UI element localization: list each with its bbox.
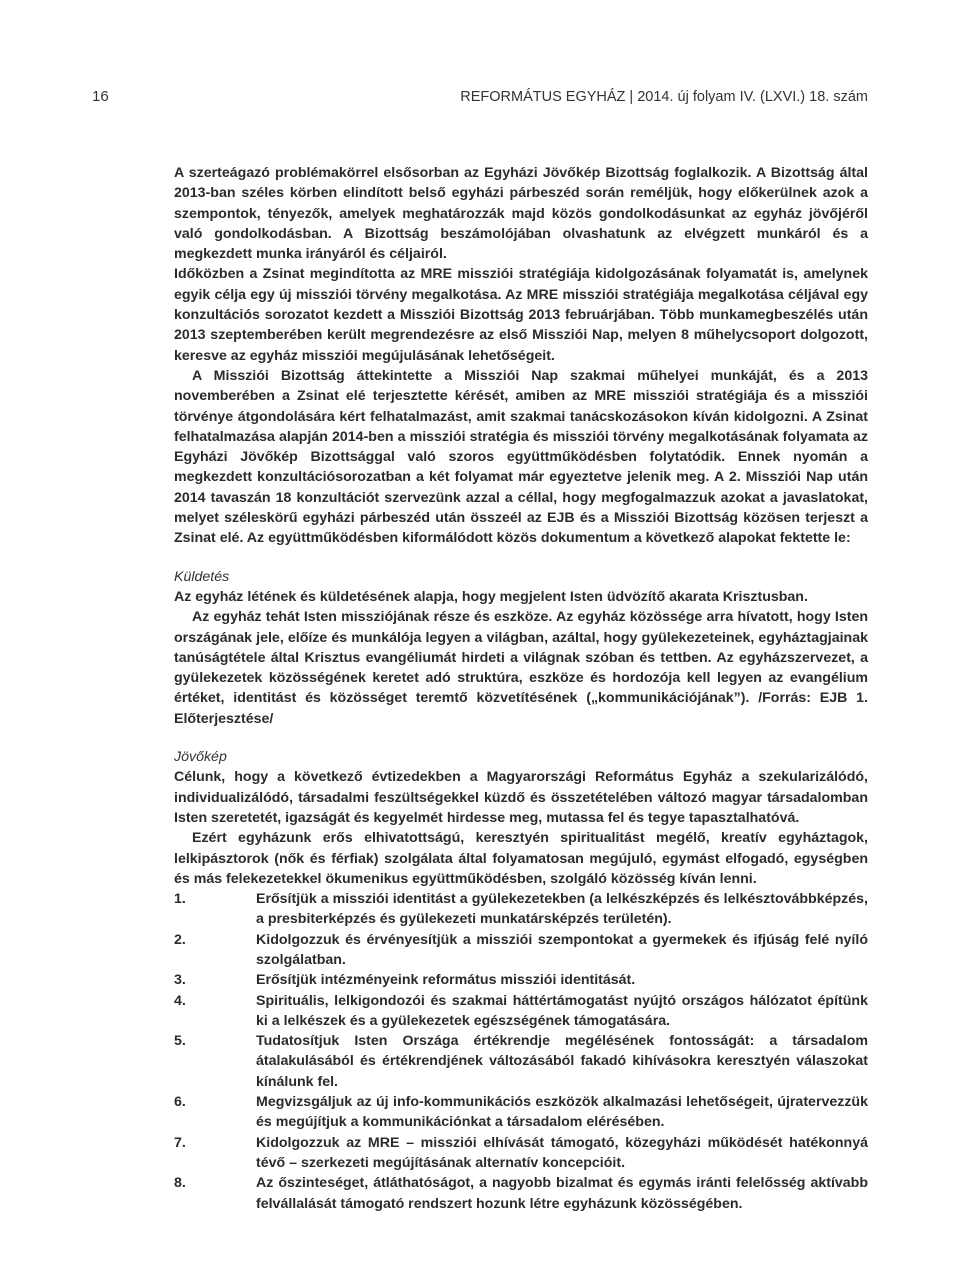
list-number: 5. bbox=[174, 1033, 186, 1050]
list-item bbox=[174, 930, 868, 971]
list-item bbox=[174, 1031, 868, 1092]
list-text: Megvizsgáljuk az új info-kommunikációs eszközök alkalmazási lehetőségeit, újratervezzük és megújítjuk a kommunikációnkat a társadalom elérésében. bbox=[256, 1094, 868, 1131]
list-item bbox=[174, 970, 868, 990]
paragraph: Időközben a Zsinat megindította az MRE missziói stratégiája kidolgozásának folyamatát is, amelynek egyik célja egy új missziói törvény megalkotása. Az MRE missziói stratégiája megalkotása céljával egy konzultációs sorozatot kezdett a Missziói Bizottság 2013 februárjában. Több munkamegbeszélés után 2013 szeptemberében került megrendezésre az első Missziói Nap, melyen 8 műhelycsoport dolgozott, keresve az egyház missziói megújulásának lehetőségeit. bbox=[174, 266, 868, 364]
list-number: 7. bbox=[174, 1134, 186, 1151]
list-number: 6. bbox=[174, 1094, 186, 1111]
section-heading-kuldetes: Küldetés bbox=[174, 568, 230, 585]
list-number: 1. bbox=[174, 891, 186, 908]
article-body bbox=[174, 163, 868, 1214]
goals-list bbox=[174, 889, 868, 1214]
paragraph: Célunk, hogy a következő évtizedekben a Magyarországi Református Egyház a szekularizálódó, individualizálódó, társadalmi feszültségekkel küzdő és összetételében változó magyar társadalomban Isten szeretetét, igazságát és kegyelmét hirdesse meg, mutassa fel és tegye tapasztalhatóvá. bbox=[174, 769, 868, 826]
list-item bbox=[174, 1092, 868, 1133]
running-header bbox=[92, 88, 868, 108]
journal-title: REFORMÁTUS EGYHÁZ | 2014. új folyam IV. (LXVI.) 18. szám bbox=[460, 89, 868, 105]
paragraph: A Missziói Bizottság áttekintette a Missziói Nap szakmai műhelyei munkáját, és a 2013 novemberében a Zsinat elé terjesztette kérését, amiben az MRE missziói stratégiája és a missziói törvénye átgondolására kért felhatalmazást, amit szakmai tanácskozásokon kíván kidolgozni. A Zsinat felhatalmazása alapján 2014-ben a missziói stratégia és missziói törvény megalkotásának folyamata az Egyházi Jövőkép Bizottsággal való szoros együttműködésben folytatódik. Ennek nyomán a megkezdett konzultációsorozatban a két folyamat már egyeztetve jelenik meg. A 2. Missziói Nap után 2014 tavaszán 18 konzultációt szervezünk azzal a céllal, hogy megfogalmazzuk azokat a javaslatokat, melyet széleskörű egyházi párbeszéd után összeél az EJB és a Missziói Bizottság közösen terjeszt a Zsinat elé. Az együttműködésben kiformálódott közös dokumentum a következő alapokat fektette le: bbox=[174, 367, 868, 547]
list-item bbox=[174, 1133, 868, 1174]
list-item bbox=[174, 1173, 868, 1214]
paragraph: A szerteágazó problémakörrel elsősorban az Egyházi Jövőkép Bizottság foglalkozik. A Bizottság által 2013-ban széles körben elindított belső egyházi párbeszéd során reméljük, hogy előkerülnek azok a szempontok, tényezők, amelyek meghatározzák majd közös gondolkodásunkat az egyház jövőjéről való gondolkodásban. A Bizottság beszámolójában olvashatunk az elvégzett munkáról és a megkezdett munka irányáról és céljairól. bbox=[174, 165, 868, 263]
list-text: Az őszinteséget, átláthatóságot, a nagyobb bizalmat és egymás iránti felelősség aktívabb felvállalását támogató rendszert hozunk létre egyházunk közösségében. bbox=[256, 1175, 868, 1212]
paragraph: Ezért egyházunk erős elhivatottságú, keresztyén spiritualitást megélő, kreatív egyháztagok, lelkipásztorok (nők és férfiak) szolgálata által folyamatosan megújuló, egymást elfogadó, egységben és más felekezetekkel ökumenikus együttműködésben, szolgáló közösség kíván lenni. bbox=[174, 830, 868, 887]
list-text: Erősítjük intézményeink református missziói identitását. bbox=[256, 972, 636, 989]
list-text: Spirituális, lelkigondozói és szakmai háttértámogatást nyújtó országos hálózatot építünk ki a lelkészek és a gyülekezetek egészségének támogatására. bbox=[256, 992, 868, 1029]
list-number: 3. bbox=[174, 972, 186, 989]
section-heading-jovokep: Jövőkép bbox=[174, 749, 227, 766]
list-text: Tudatosítjuk Isten Országa értékrendje megélésének fontosságát: a társadalom átalakulásából és értékrendjének változásából fakadó kihívásokra keresztyén válaszokat kínálunk fel. bbox=[256, 1033, 868, 1090]
paragraph: Az egyház létének és küldetésének alapja, hogy megjelent Isten üdvözítő akarata Krisztusban. bbox=[174, 588, 808, 605]
list-number: 8. bbox=[174, 1175, 186, 1192]
list-text: Kidolgozzuk és érvényesítjük a missziói szempontokat a gyermekek és ifjúság felé nyíló szolgálatban. bbox=[256, 931, 868, 968]
list-number: 2. bbox=[174, 931, 186, 948]
list-item bbox=[174, 889, 868, 930]
list-text: Erősítjük a missziói identitást a gyülekezetekben (a lelkészképzés és lelkésztovábbképzés, a presbiterképzés és gyülekezeti munkatársképzés területén). bbox=[256, 891, 868, 928]
page-number: 16 bbox=[92, 88, 109, 105]
list-number: 4. bbox=[174, 992, 186, 1009]
list-item bbox=[174, 991, 868, 1032]
paragraph: Az egyház tehát Isten missziójának része és eszköze. Az egyház közössége arra hívatott, hogy Isten országának jele, előíze és munkálója legyen a világban, azáltal, hogy gyülekezeteinek, egyháztagjainak tanúságtétele által Krisztus evangéliumát hirdeti a világnak szóban és tettben. Az egyházszervezet, a gyülekezetek közösségének keretet adó struktúra, eszköze és hordozója kell legyen az evangélium értéket, identitást és közösséget teremtő közvetítésének („kommunikációjának”). /Forrás: EJB 1. Előterjesztése/ bbox=[174, 609, 868, 727]
list-text: Kidolgozzuk az MRE – missziói elhívását támogató, közegyházi működését hatékonnyá tévő – szerkezeti megújításának alternatív koncepcióit. bbox=[256, 1134, 868, 1171]
